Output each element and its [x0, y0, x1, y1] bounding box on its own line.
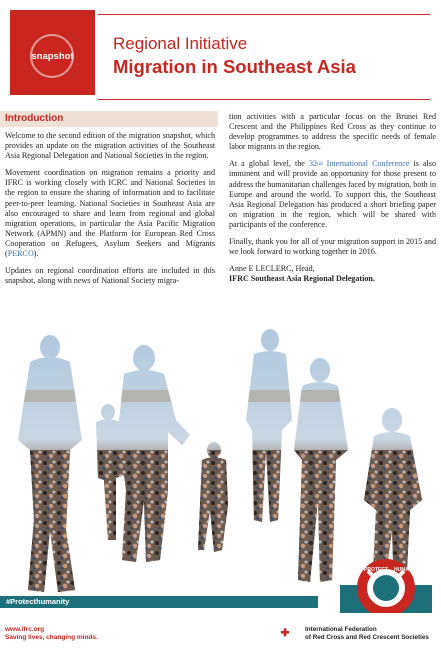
perco-link[interactable]: PERCO: [7, 249, 34, 259]
paragraph-text: is also imminent and will provide an opportunity for those present to address the humanitarian challenges faced by migration, both in Europe and around the world. To support this, the Southeast Asia Regional Delegation has produced a short briefing paper on migration in the region, which will be shared with participants of the conference.: [229, 159, 437, 229]
international-conference-link[interactable]: [309, 159, 409, 168]
footer-tagline: Saving lives, changing minds.: [5, 634, 98, 641]
ifrc-emblem-icon: [279, 626, 303, 640]
text-column-right: [229, 112, 436, 291]
text-column-left: [5, 131, 215, 293]
hashtag-label: #Protecthumanity: [6, 597, 70, 606]
title-line1: Regional Initiative: [113, 34, 248, 53]
footer-left: [5, 626, 98, 642]
buoy-text-protect: PROTECT: [364, 567, 388, 573]
badge-label: snapshot: [31, 51, 74, 62]
paragraph: Welcome to the second edition of the migration snapshot, which provides an update on the migration activities of the Southeast Asia Regional Delegation and National Societies in the region.: [5, 131, 215, 161]
ifrc-name-line1: International Federation: [305, 626, 377, 633]
ifrc-name-line2: of Red Cross and Red Crescent Societies: [305, 633, 429, 641]
ifrc-name: [305, 626, 429, 641]
link-superscript: nd: [317, 161, 323, 168]
link-number: 32: [308, 159, 318, 169]
paragraph-text: ).: [33, 249, 39, 259]
paragraph-text: At a global level, the: [229, 159, 309, 169]
signature-org: IFRC Southeast Asia Regional Delegation.: [229, 274, 375, 284]
header-rule-top: [98, 14, 430, 15]
header-rule-bottom: [98, 99, 430, 100]
protect-humanity-buoy: [340, 555, 432, 613]
intro-heading: Introduction: [5, 113, 64, 124]
paragraph: tion activities with a particular focus on the Brunei Red Crescent and the Philippines Red Cross as they continue to develop programmes to address the specific needs of female labor migrants in the region.: [229, 112, 436, 152]
signature-name: Anne E LECLERC, Head,: [229, 264, 315, 274]
buoy-text-humanity: HUMANITY: [394, 567, 421, 573]
page-title: Migration in Southeast Asia: [113, 56, 356, 77]
paragraph: [5, 168, 215, 259]
snapshot-badge: [10, 10, 95, 95]
paragraph: [229, 159, 436, 230]
paragraph-text: Movement coordination on migration remains a priority and IFRC is working closely with ICRC and National Societies in the region to ensure the sharing of information and to facilitate peer-to-peer learning. National Societies in Southeast Asia are also encouraged to share and learn from regional and global migration operations, in particular the Asia Pacific Migration Network (APMN) and the Platform for European Red Cross Cooperation on Refugees, Asylum Seekers and Migrants (: [5, 168, 215, 259]
paragraph: Finally, thank you for all of your migration support in 2015 and we look forward to working together in 2016.: [229, 237, 436, 257]
footer-url[interactable]: www.ifrc.org: [5, 626, 45, 633]
paragraph: Updates on regional coordination efforts are included in this snapshot, along with news of National Society migra-: [5, 266, 215, 286]
link-text: International Conference: [322, 159, 410, 169]
